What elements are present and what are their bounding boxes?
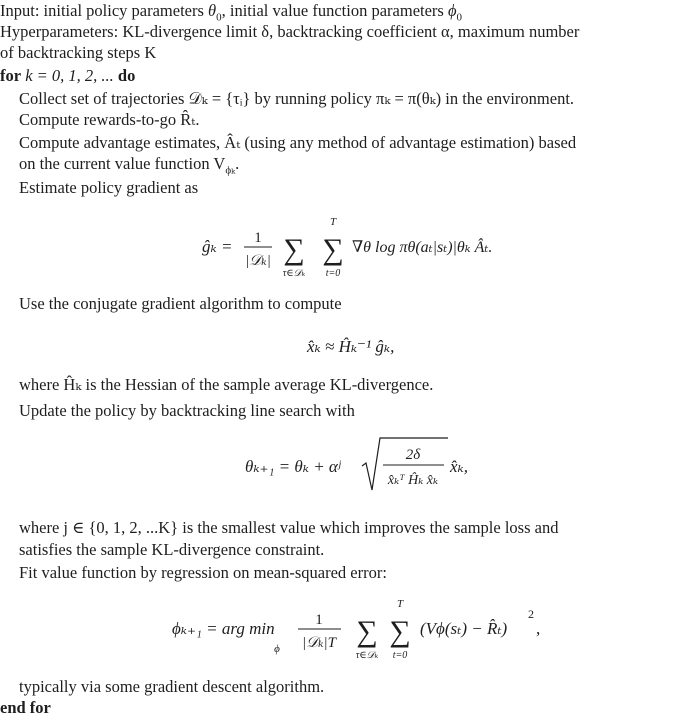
vf-sum-2: ∑ bbox=[389, 615, 411, 648]
collect-step: Collect set of trajectories 𝒟ₖ = {τᵢ} by running policy πₖ = π(θₖ) in the environment. bbox=[19, 89, 575, 108]
update-equation bbox=[0, 432, 700, 502]
vf-sum-2-over: T bbox=[396, 598, 404, 610]
conjugate-formula: x̂ₖ ≈ Ĥₖ⁻¹ ĝₖ, bbox=[307, 337, 395, 356]
vf-frac-den: |𝒟ₖ|T bbox=[301, 635, 337, 651]
where-j-line-1: where j ∈ {0, 1, 2, ...K} is the smallest value which improves the sample loss and bbox=[19, 518, 559, 537]
pg-frac-den: |𝒟ₖ| bbox=[245, 253, 271, 269]
update-step: Update the policy by backtracking line search with bbox=[19, 401, 355, 420]
advantage-step-2: on the current value function $V_{\phi_k}$. bbox=[19, 154, 240, 177]
pg-sum-2-over: T bbox=[329, 216, 337, 228]
update-lhs: θₖ₊₁ = θₖ + αʲ bbox=[245, 457, 341, 476]
do-keyword: do bbox=[117, 66, 136, 85]
sqrt-num: 2δ bbox=[405, 447, 421, 463]
loop-range: k = 0, 1, 2, ... bbox=[25, 66, 114, 85]
input-prefix: Input: initial policy parameters bbox=[0, 1, 209, 20]
theta-subscript: 0 bbox=[216, 11, 222, 24]
sqrt-den: x̂ₖᵀ Ĥₖ x̂ₖ bbox=[387, 473, 439, 488]
vf-sum-1: ∑ bbox=[356, 615, 378, 648]
pg-frac-num: 1 bbox=[254, 230, 262, 246]
policy-gradient-equation bbox=[0, 212, 700, 282]
pg-lhs: ĝₖ = bbox=[202, 237, 233, 256]
value-fit-equation bbox=[0, 594, 700, 664]
hyper-line-1: Hyperparameters: KL-divergence limit δ, backtracking coefficient α, maximum number bbox=[0, 22, 580, 41]
vf-sum-2-under: t=0 bbox=[392, 650, 408, 661]
vf-sum-1-under: τ∈𝒟ₖ bbox=[355, 650, 379, 661]
update-tail: x̂ₖ, bbox=[450, 457, 468, 476]
input-mid: , initial value function parameters bbox=[221, 1, 448, 20]
typically-step: typically via some gradient descent algorithm. bbox=[19, 677, 325, 696]
pg-sum-2: ∑ bbox=[322, 233, 344, 266]
loop-header bbox=[0, 66, 135, 86]
pg-sum-1: ∑ bbox=[283, 233, 305, 266]
vf-min-under: ϕ bbox=[274, 643, 280, 655]
end-for: end for bbox=[0, 698, 51, 717]
phi-symbol: ϕ bbox=[447, 1, 457, 20]
where-j-line-2: satisfies the sample KL-divergence constraint. bbox=[19, 540, 325, 559]
pg-body: ∇θ log πθ(aₜ|sₜ)|θₖ Âₜ. bbox=[352, 239, 493, 256]
for-keyword: for bbox=[0, 66, 22, 85]
advantage-step-2-text: on the current value function V bbox=[19, 154, 226, 173]
vf-lhs: ϕₖ₊₁ = arg min bbox=[172, 619, 275, 638]
conjugate-equation bbox=[0, 330, 700, 364]
vf-power: 2 bbox=[528, 607, 534, 621]
advantage-step-1: Compute advantage estimates, Âₜ (using any method of advantage estimation) based bbox=[19, 133, 577, 152]
pg-sum-1-under: τ∈𝒟ₖ bbox=[282, 268, 306, 279]
hessian-step: where Ĥₖ is the Hessian of the sample average KL-divergence. bbox=[19, 375, 434, 394]
hyper-line-2: of backtracking steps K bbox=[0, 43, 157, 62]
estimate-step: Estimate policy gradient as bbox=[19, 178, 199, 197]
fit-step: Fit value function by regression on mean-squared error: bbox=[19, 563, 387, 582]
phi-subscript: 0 bbox=[456, 11, 463, 24]
value-function-subscript: ϕₖ bbox=[225, 164, 236, 177]
rewards-step: Compute rewards-to-go R̂ₜ. bbox=[19, 110, 200, 129]
vf-tail: , bbox=[536, 619, 541, 638]
vf-body: (Vϕ(sₜ) − R̂ₜ) bbox=[420, 619, 508, 638]
vf-frac-num: 1 bbox=[315, 612, 323, 628]
theta-symbol: θ bbox=[208, 1, 217, 20]
conjugate-step: Use the conjugate gradient algorithm to compute bbox=[19, 294, 342, 313]
pg-sum-2-under: t=0 bbox=[325, 268, 341, 279]
